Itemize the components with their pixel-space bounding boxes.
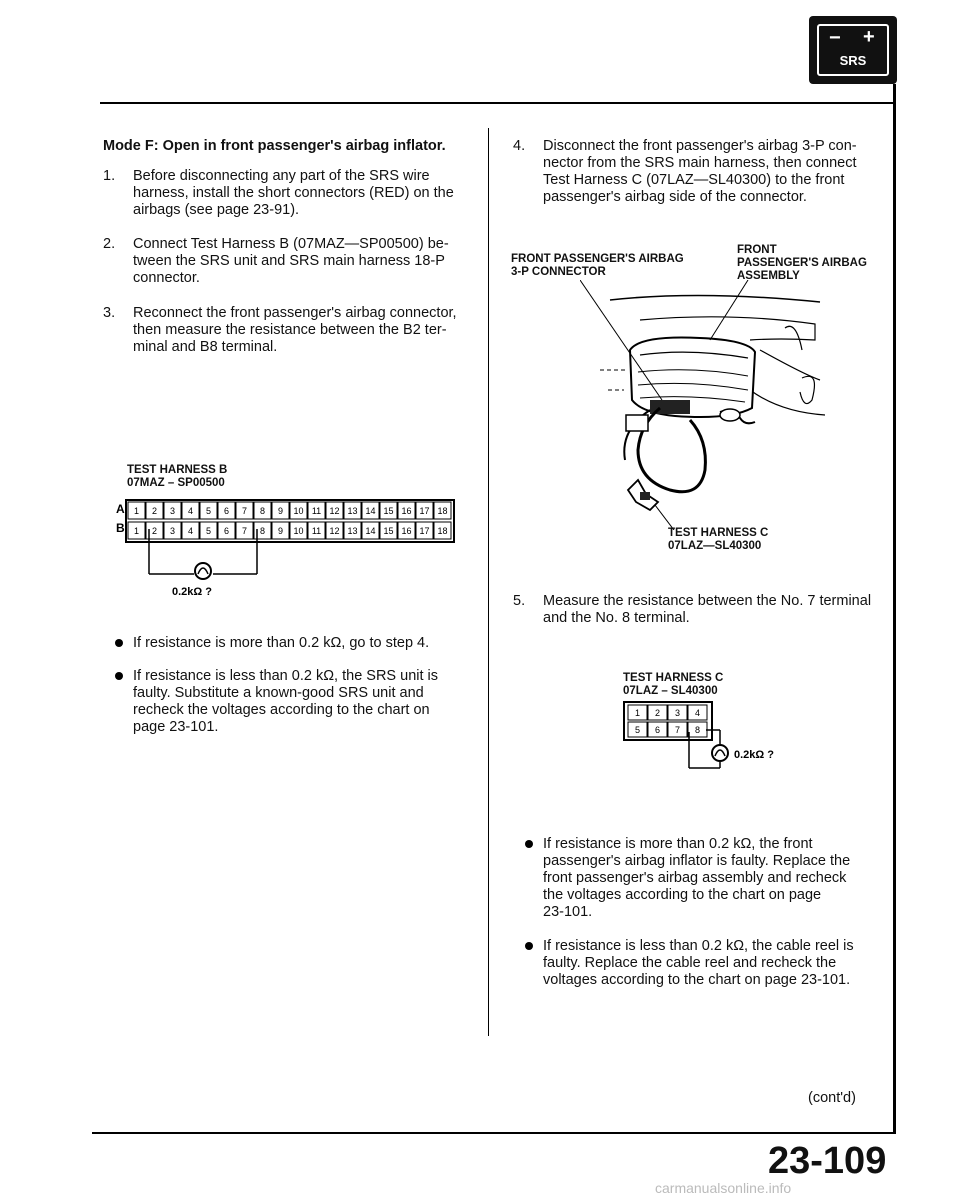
pin-b-13-label: 13 bbox=[347, 526, 358, 536]
top-rule bbox=[100, 102, 895, 104]
continued-note: (cont'd) bbox=[808, 1090, 856, 1106]
pin-c-1-label: 1 bbox=[634, 708, 641, 718]
pin-b-14-label: 14 bbox=[365, 526, 376, 536]
fig1-label-connector: FRONT PASSENGER'S AIRBAG 3-P CONNECTOR bbox=[511, 253, 684, 278]
pin-c-3-label: 3 bbox=[674, 708, 681, 718]
pin-b-2-label: 2 bbox=[151, 526, 158, 536]
pin-b-10-label: 10 bbox=[293, 526, 304, 536]
pin-c-4-label: 4 bbox=[694, 708, 701, 718]
airbag-assembly-illustration bbox=[580, 280, 840, 530]
ohmmeter-icon bbox=[712, 745, 728, 761]
pin-b-18-label: 18 bbox=[437, 526, 448, 536]
bottom-rule bbox=[92, 1132, 896, 1134]
pin-b-1-label: 1 bbox=[133, 526, 140, 536]
pin-a-15-label: 15 bbox=[383, 506, 394, 516]
right-border bbox=[893, 84, 896, 1134]
pin-b-4-label: 4 bbox=[187, 526, 194, 536]
pin-a-16-label: 16 bbox=[401, 506, 412, 516]
pin-a-14-label: 14 bbox=[365, 506, 376, 516]
pin-c-8-label: 8 bbox=[694, 725, 701, 735]
pin-a-1-label: 1 bbox=[133, 506, 140, 516]
pin-b-3-label: 3 bbox=[169, 526, 176, 536]
battery-terminal-minus-icon: − bbox=[829, 27, 841, 49]
pin-a-11-label: 11 bbox=[311, 506, 322, 516]
bullet-dot-icon bbox=[115, 672, 123, 680]
bullet-dot-icon bbox=[525, 942, 533, 950]
bullet-dot-icon bbox=[115, 639, 123, 647]
pin-c-2-label: 2 bbox=[654, 708, 661, 718]
harness-c-meter-label: 0.2kΩ ? bbox=[734, 749, 775, 761]
pin-b-6-label: 6 bbox=[223, 526, 230, 536]
ohmmeter-icon bbox=[195, 563, 211, 579]
row-a-label: A bbox=[116, 502, 125, 516]
harness-b-meter-label: 0.2kΩ ? bbox=[172, 586, 213, 598]
pin-a-4-label: 4 bbox=[187, 506, 194, 516]
pin-b-17-label: 17 bbox=[419, 526, 430, 536]
pin-b-12-label: 12 bbox=[329, 526, 340, 536]
pin-a-6-label: 6 bbox=[223, 506, 230, 516]
row-b-label: B bbox=[116, 521, 125, 535]
pin-a-13-label: 13 bbox=[347, 506, 358, 516]
pin-a-8-label: 8 bbox=[259, 506, 266, 516]
pin-c-7-label: 7 bbox=[674, 725, 681, 735]
pin-a-12-label: 12 bbox=[329, 506, 340, 516]
pin-b-16-label: 16 bbox=[401, 526, 412, 536]
pin-a-18-label: 18 bbox=[437, 506, 448, 516]
harness-b-title: TEST HARNESS B 07MAZ – SP00500 bbox=[127, 464, 228, 489]
harness-c-connector-diagram bbox=[620, 700, 820, 772]
column-divider bbox=[488, 128, 489, 1036]
battery-terminal-plus-icon: + bbox=[863, 26, 875, 48]
pin-c-6-label: 6 bbox=[654, 725, 661, 735]
pin-b-5-label: 5 bbox=[205, 526, 212, 536]
pin-b-8-label: 8 bbox=[259, 526, 266, 536]
pin-b-11-label: 11 bbox=[311, 526, 322, 536]
harness-c-title: TEST HARNESS C 07LAZ – SL40300 bbox=[623, 672, 724, 697]
pin-a-2-label: 2 bbox=[151, 506, 158, 516]
pin-a-10-label: 10 bbox=[293, 506, 304, 516]
harness-b-connector-diagram bbox=[112, 496, 456, 600]
fig1-label-assembly: FRONT PASSENGER'S AIRBAG ASSEMBLY bbox=[737, 244, 867, 282]
watermark: carmanualsonline.info bbox=[655, 1180, 792, 1196]
fig1-label-harness-c: TEST HARNESS C 07LAZ—SL40300 bbox=[668, 527, 769, 552]
pin-a-3-label: 3 bbox=[169, 506, 176, 516]
srs-badge-label: SRS bbox=[839, 53, 867, 68]
mode-heading: Mode F: Open in front passenger's airbag inflator. bbox=[103, 138, 446, 154]
pin-b-9-label: 9 bbox=[277, 526, 284, 536]
pin-c-5-label: 5 bbox=[634, 725, 641, 735]
bullet-dot-icon bbox=[525, 840, 533, 848]
pin-a-7-label: 7 bbox=[241, 506, 248, 516]
pin-b-15-label: 15 bbox=[383, 526, 394, 536]
page-number: 23-109 bbox=[768, 1140, 887, 1182]
srs-badge bbox=[809, 16, 897, 84]
pin-a-17-label: 17 bbox=[419, 506, 430, 516]
pin-a-9-label: 9 bbox=[277, 506, 284, 516]
pin-a-5-label: 5 bbox=[205, 506, 212, 516]
pin-b-7-label: 7 bbox=[241, 526, 248, 536]
